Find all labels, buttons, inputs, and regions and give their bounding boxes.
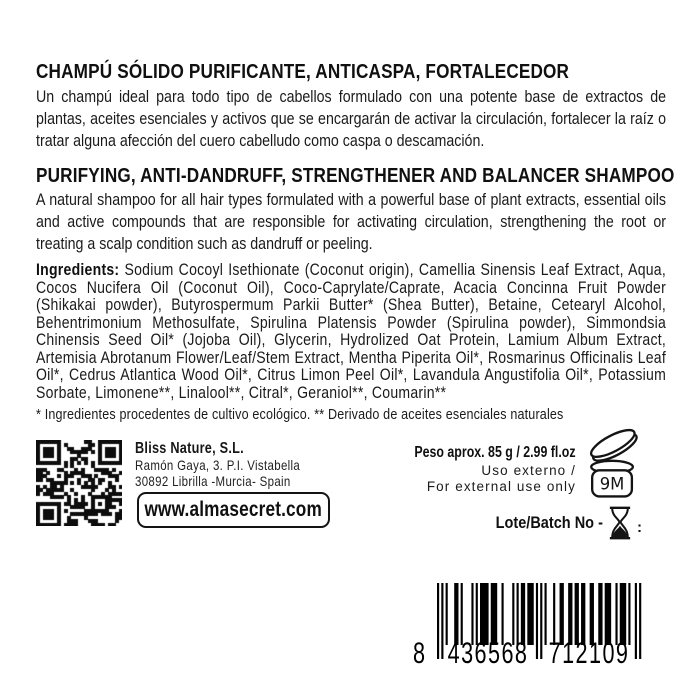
company-name: Bliss Nature, S.L.: [135, 440, 244, 457]
qr-code-icon: [36, 440, 122, 526]
title-en: PURIFYING, ANTI-DANDRUFF, STRENGTHENER AND BALANCER SHAMPOO: [36, 164, 675, 187]
company-address-line1: Ramón Gaya, 3. P.I. Vistabella: [135, 457, 301, 473]
batch-row: [420, 505, 642, 541]
ingredients-text: Sodium Cocoyl Isethionate (Coconut origin), Camellia Sinensis Leaf Extract, Aqua, Cocos Nucifera Oil (Coconut Oil), Coco-Caprylate/Caprate, Acacia Concinna Fruit Powder (Shikakai powder), Butyrospermum Parkii Butter* (Shea Butter), Betaine, Cetearyl Alcohol, Behentrimonium Methosulfate, Spirulina Platensis Powder (Spirulina powder), Simmondsia Chinensis Seed Oil* (Jojoba Oil), Glycerin, Hydrolized Oat Protein, Lamium Album Extract, Artemisia Abrotanum Flower/Leaf/Stem Extract, Mentha Piperita Oil*, Rosmarinus Officinalis Leaf Oil*, Cedrus Atlantica Wood Oil*, Citrus Limon Peel Oil*, Lavandula Angustifolia Oil*, Potassium Sorbate, Limonene**, Linalool**, Citral*, Geraniol**, Coumarin**: [36, 260, 667, 402]
barcode-digits-right: 712109: [548, 637, 630, 670]
description-en: A natural shampoo for all hair types formulated with a powerful base of plant extracts, essential oils and active compounds that are responsible for activating circulation, strengthening the root or treating a scalp condition such as dandruff or peeling.: [36, 190, 667, 253]
barcode-digits-left: 436568: [447, 637, 529, 670]
website-url: www.almasecret.com: [144, 498, 323, 521]
batch-separator: :: [637, 518, 642, 536]
company-address-line2: 30892 Librilla -Murcia- Spain: [135, 472, 291, 489]
batch-label: Lote/Batch No -: [495, 513, 603, 532]
company-info: [135, 440, 365, 489]
external-use-es: Uso externo /: [481, 463, 576, 478]
pao-open-jar-9m-icon: [582, 428, 644, 500]
website-box: [137, 492, 330, 528]
best-before-hourglass-icon: [608, 506, 632, 540]
external-use-en: For external use only: [426, 479, 576, 494]
barcode-digit-first: 8: [413, 637, 426, 670]
net-weight: Peso aprox. 85 g / 2.99 fl.oz: [414, 444, 576, 461]
description-es: Un champú ideal para todo tipo de cabellos formulado con una potente base de extractos de plantas, aceites esenciales y activos que se encargarán de activar la circulación, fortalecer la raíz o tratar alguna afección del cuero cabelludo como caspa o descamación.: [36, 87, 667, 150]
ingredients-label: Ingredients:: [36, 260, 120, 279]
label-text-column: [36, 60, 675, 424]
ean13-barcode: [413, 583, 663, 675]
organic-footnote: * Ingredientes procedentes de cultivo ecológico. ** Derivado de aceites esenciales naturales: [36, 406, 564, 423]
pao-months: 9M: [599, 474, 625, 494]
title-es: CHAMPÚ SÓLIDO PURIFICANTE, ANTICASPA, FORTALECEDOR: [36, 60, 570, 83]
ingredients-list: [36, 261, 666, 401]
